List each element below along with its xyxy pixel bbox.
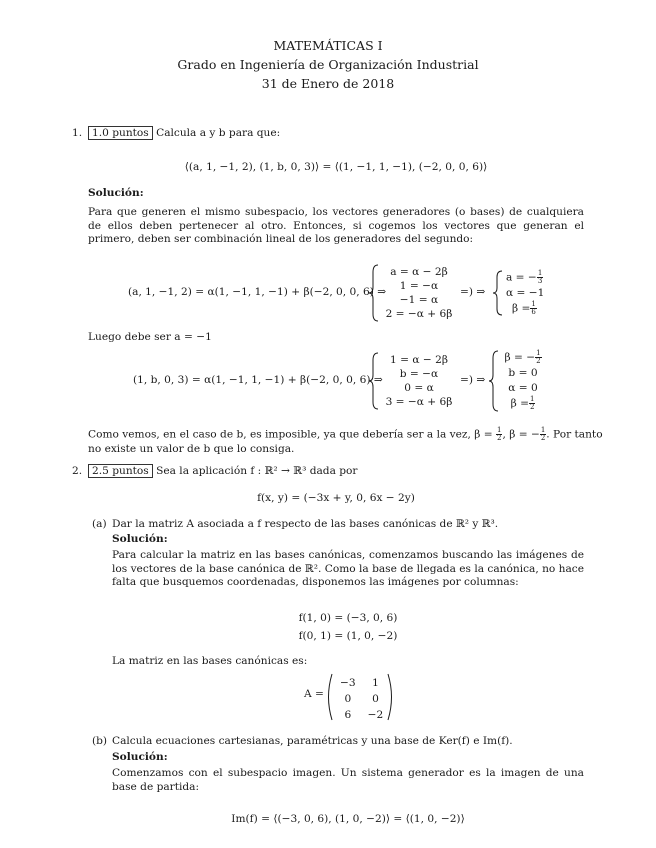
matrix-cell: 0 <box>372 693 379 705</box>
sol2-alpha: α = 0 <box>508 381 538 394</box>
sys1-row: a = α − 2β <box>390 266 448 278</box>
problem-1-explanation: Para que generen el mismo subespacio, los vectores generadores (o bases) de cualquiera de ellos deben pertenecer al otro. Entonces, si cogemos los vectores que generan el primero, deben ser combinación lineal de los generadores del segundo: <box>88 206 584 246</box>
comovemos-line-2: no existe un valor de b que lo consiga. <box>88 443 295 455</box>
eq2-close-implies: =) ⇒ <box>460 374 486 386</box>
eq1-left-brace <box>368 264 380 322</box>
part-a-label: (a) <box>92 518 107 530</box>
eq1-lhs: (a, 1, −1, 2) = α(1, −1, 1, −1) + β(−2, 0, 0, 6) ⇒ <box>128 286 387 298</box>
problem-1-equation: ⟨(a, 1, −1, 2), (1, b, 0, 3)⟩ = ⟨(1, −1, 1, −1), (−2, 0, 0, 6)⟩ <box>184 161 488 173</box>
sol-alpha: α = −1 <box>506 286 545 299</box>
eq1-system <box>384 265 454 321</box>
matrix-label: A = <box>304 688 324 700</box>
sys2-row: b = −α <box>399 368 439 380</box>
sol2-b: b = 0 <box>508 366 538 379</box>
matrix-left-paren <box>324 673 334 721</box>
matrix-cell: 0 <box>344 693 352 705</box>
sys2-row: 1 = α − 2β <box>390 354 448 366</box>
sys1-row: −1 = α <box>399 294 439 306</box>
eq2-lhs: (1, b, 0, 3) = α(1, −1, 1, −1) + β(−2, 0, 0, 6) ⇒ <box>133 374 383 386</box>
matrix-cell: 1 <box>372 677 379 689</box>
problem-2-number: 2. <box>72 465 83 477</box>
eq2-solution <box>500 350 546 411</box>
im-equation: Im(f) = ⟨(−3, 0, 6), (1, 0, −2)⟩ = ⟨(1, 0, −2)⟩ <box>231 813 465 825</box>
problem-1-number: 1. <box>72 127 83 139</box>
part-b-text: Calcula ecuaciones cartesianas, paramétricas y una base de Ker(f) e Im(f). <box>112 735 513 747</box>
eq2-system <box>384 353 454 409</box>
sol-a: a = − $\frac{1}{3}$ <box>506 269 543 285</box>
matrix-cell: −3 <box>340 677 356 689</box>
problem-2-statement: Sea la aplicación f : ℝ² → ℝ³ dada por <box>156 465 358 477</box>
exam-subtitle: Grado en Ingeniería de Organización Industrial <box>177 57 479 72</box>
sol2-beta-pos: β = $\frac{1}{2}$ <box>510 394 535 411</box>
eq1-close-implies: =) ⇒ <box>460 286 486 298</box>
problem-1-points: 1.0 puntos <box>88 126 153 140</box>
sys1-row: 1 = −α <box>399 280 439 292</box>
eq1-solution-brace <box>492 270 504 316</box>
problem-2-points: 2.5 puntos <box>88 464 153 478</box>
eq2-left-brace <box>368 352 380 410</box>
luego-line: Luego debe ser a = −1 <box>88 331 212 343</box>
problem-2-header <box>88 464 357 478</box>
eq2-solution-brace <box>488 350 500 412</box>
f01-line: f(0, 1) = (1, 0, −2) <box>298 630 398 642</box>
f10-line: f(1, 0) = (−3, 0, 6) <box>298 612 398 624</box>
part-b-label: (b) <box>92 735 108 747</box>
sol-beta: β = $\frac{1}{6}$ <box>512 299 536 316</box>
exam-title: MATEMÁTICAS I <box>273 38 383 53</box>
part-a-solucion: Solución: <box>112 533 168 545</box>
part-a-text: Dar la matriz A asociada a f respecto de las bases canónicas de ℝ² y ℝ³. <box>112 518 499 530</box>
exam-date: 31 de Enero de 2018 <box>261 76 395 91</box>
matrix-right-paren <box>386 673 396 721</box>
part-a-explanation: Para calcular la matriz en las bases canónicas, comenzamos buscando las imágenes de los vectores de la base canónica de ℝ². Como la base de llegada es la canónica, no hace falta que busquemos coordenadas, disponemos las imágenes por columnas: <box>112 549 584 589</box>
problem-1-header <box>88 126 280 140</box>
problem-1-statement: Calcula a y b para que: <box>156 127 281 139</box>
sol2-beta-neg: β = − $\frac{1}{2}$ <box>504 349 541 365</box>
eq1-solution <box>506 270 544 316</box>
sys2-row: 0 = α <box>404 382 434 394</box>
comovemos-line-1: Como vemos, en el caso de b, es imposible, ya que debería ser a la vez, β = $\frac{1}{2}$ , β = − $\frac{1}{2}$ . Por tanto <box>88 426 603 442</box>
sys2-row: 3 = −α + 6β <box>385 396 453 408</box>
part-b-explanation: Comenzamos con el subespacio imagen. Un sistema generador es la imagen de una base de partida: <box>112 767 584 793</box>
sys1-row: 2 = −α + 6β <box>385 308 453 320</box>
matrix-A <box>340 676 383 722</box>
matriz-text: La matriz en las bases canónicas es: <box>112 655 308 667</box>
problem-2-equation: f(x, y) = (−3x + y, 0, 6x − 2y) <box>257 492 415 504</box>
problem-1-solucion: Solución: <box>88 187 144 199</box>
matrix-cell: −2 <box>367 709 384 721</box>
matrix-cell: 6 <box>344 709 352 721</box>
part-b-solucion: Solución: <box>112 751 168 763</box>
